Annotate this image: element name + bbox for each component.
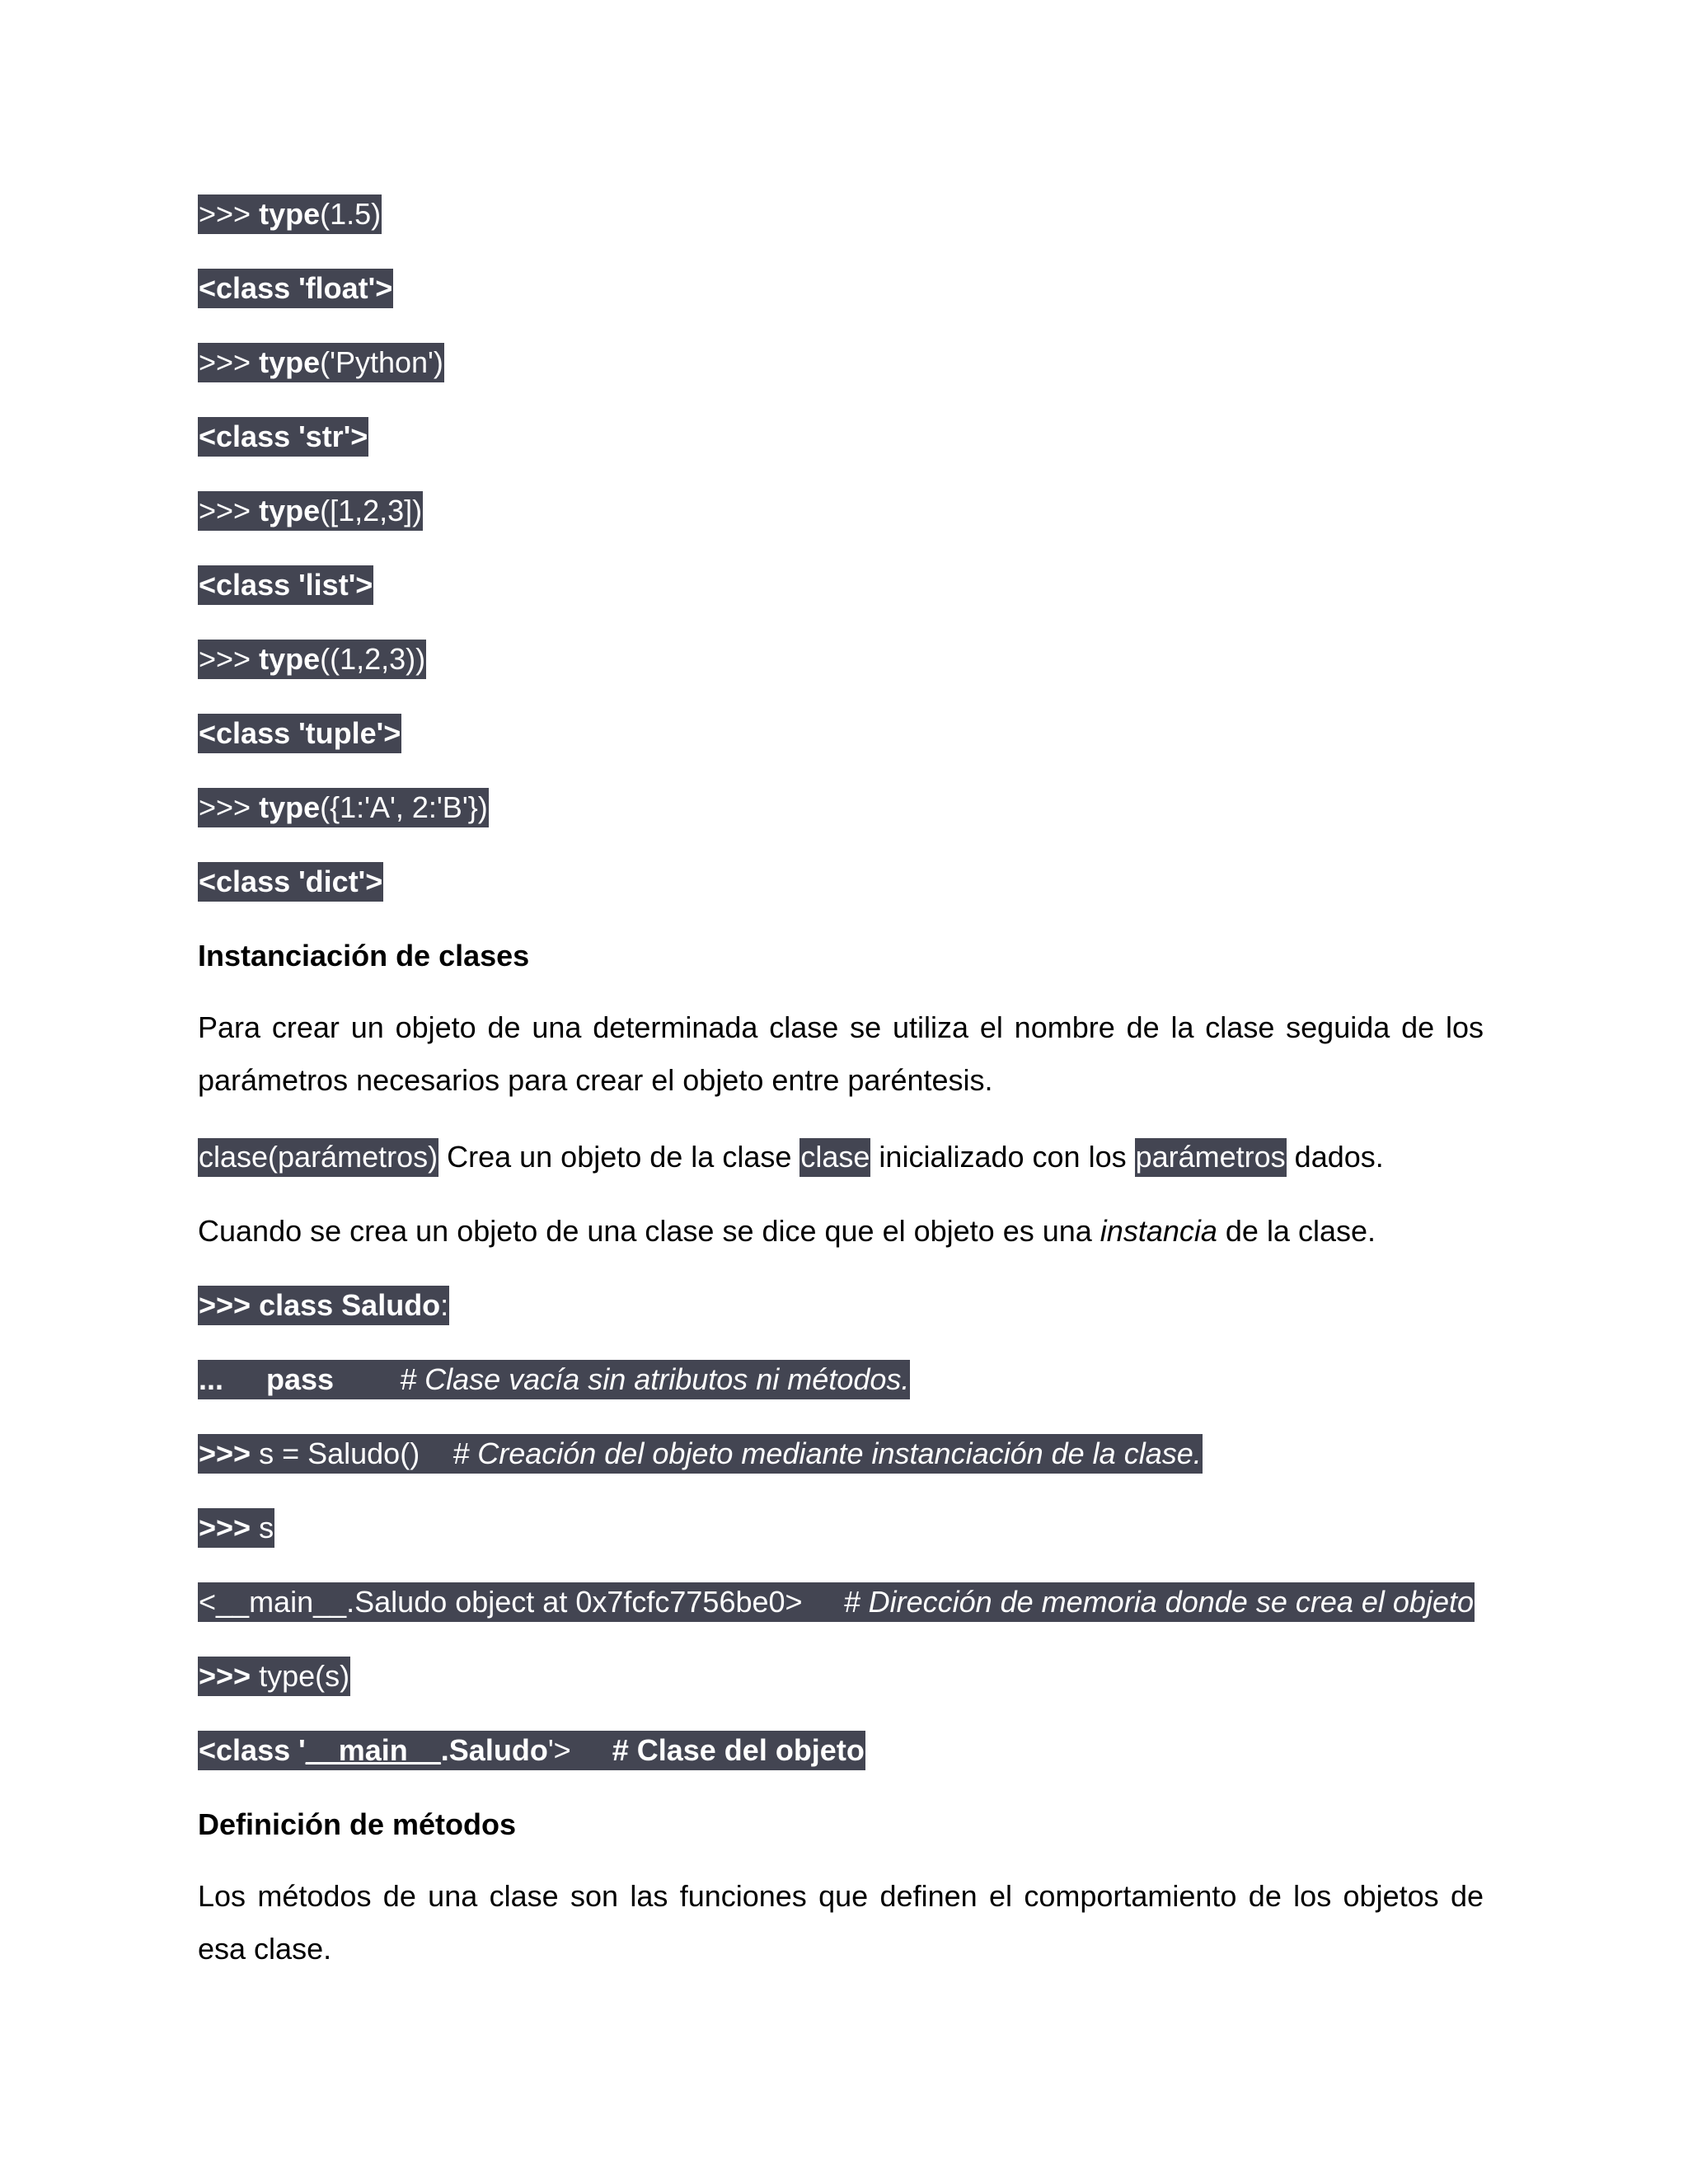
code-punctuation: : [440,1288,449,1322]
code-output: <class 'str'> [199,419,368,453]
code-line-type-float [198,185,1484,260]
code-keyword: type [259,790,321,824]
code-line-type-tuple [198,630,1484,705]
code-line-instantiation [198,1425,1484,1499]
section-heading-metodos: Definición de métodos [198,1807,517,1841]
code-output-tuple [198,705,1484,779]
code-line-s [198,1499,1484,1573]
syntax-code: clase(parámetros) [198,1138,438,1177]
syntax-text: dados. [1286,1140,1384,1174]
code-comment: # Creación del objeto mediante instanciación de la clase. [452,1436,1202,1470]
code-output-float [198,260,1484,334]
code-output-list [198,556,1484,630]
code-line-type-s [198,1647,1484,1722]
code-keyword: type [259,197,321,231]
code-output: <class 'tuple'> [199,716,401,750]
code-keyword: type [259,642,321,676]
code-output: __main__ [305,1733,441,1767]
code-prompt: >>> [199,1659,251,1693]
syntax-text: Crea un objeto de la clase [438,1140,800,1174]
paragraph-instanciacion: Para crear un objeto de una determinada clase se utiliza el nombre de la clase seguida de los parámetros necesarios para crear el objeto entre paréntesis. [198,1010,1484,1097]
code-continuation: ... [199,1362,224,1396]
code-prompt: >>> [199,1511,251,1544]
code-output-object [198,1573,1484,1647]
code-line-type-str [198,334,1484,408]
code-output: <__main__.Saludo object at 0x7fcfc7756be0> [199,1585,803,1619]
code-output: <class ' [199,1733,306,1767]
paragraph-instancia [198,1202,1484,1277]
code-line-class-def [198,1277,1484,1351]
code-keyword: pass [266,1362,335,1396]
code-output: '> [547,1733,571,1767]
paragraph-text: Cuando se crea un objeto de una clase se dice que el objeto es una [198,1214,1100,1248]
code-output: .Saludo [440,1733,548,1767]
code-output-dict [198,853,1484,927]
code-output-class [198,1722,1484,1796]
code-statement: s [251,1511,274,1544]
syntax-highlight-clase: clase [799,1138,870,1177]
code-argument: ('Python') [320,345,443,379]
code-output: <class 'dict'> [199,865,383,898]
code-line-type-list [198,482,1484,556]
code-prompt: >>> [199,494,260,527]
code-comment: # Clase del objeto [612,1733,865,1767]
document-body [198,185,1484,1997]
code-statement: s = Saludo() [251,1436,420,1470]
code-argument: ({1:'A', 2:'B'}) [320,790,488,824]
code-keyword: type [259,494,321,527]
code-line-type-dict [198,779,1484,853]
code-output: <class 'list'> [199,568,373,602]
code-comment: # Clase vacía sin atributos ni métodos. [400,1362,910,1396]
code-line-pass [198,1351,1484,1425]
code-argument: ((1,2,3)) [320,642,426,676]
code-argument: (1.5) [320,197,382,231]
code-prompt: >>> [199,642,260,676]
code-keyword: type [259,345,321,379]
syntax-highlight-parametros: parámetros [1135,1138,1287,1177]
code-prompt: >>> [199,790,260,824]
paragraph-metodos: Los métodos de una clase son las funciones que definen el comportamiento de los objetos de esa clase. [198,1879,1484,1966]
code-statement: type(s) [251,1659,350,1693]
syntax-text: inicializado con los [870,1140,1135,1174]
code-prompt: >>> [199,1436,251,1470]
code-argument: ([1,2,3]) [320,494,423,527]
code-comment: # Dirección de memoria donde se crea el objeto [843,1585,1474,1619]
code-prompt: >>> [199,197,260,231]
section-heading-instanciacion: Instanciación de clases [198,939,530,972]
code-keyword: >>> class Saludo [199,1288,441,1322]
paragraph-emphasis: instancia [1100,1214,1217,1248]
code-prompt: >>> [199,345,260,379]
paragraph-text: de la clase. [1217,1214,1376,1248]
syntax-line [198,1128,1484,1202]
code-output-str [198,408,1484,482]
code-output: <class 'float'> [199,271,393,305]
